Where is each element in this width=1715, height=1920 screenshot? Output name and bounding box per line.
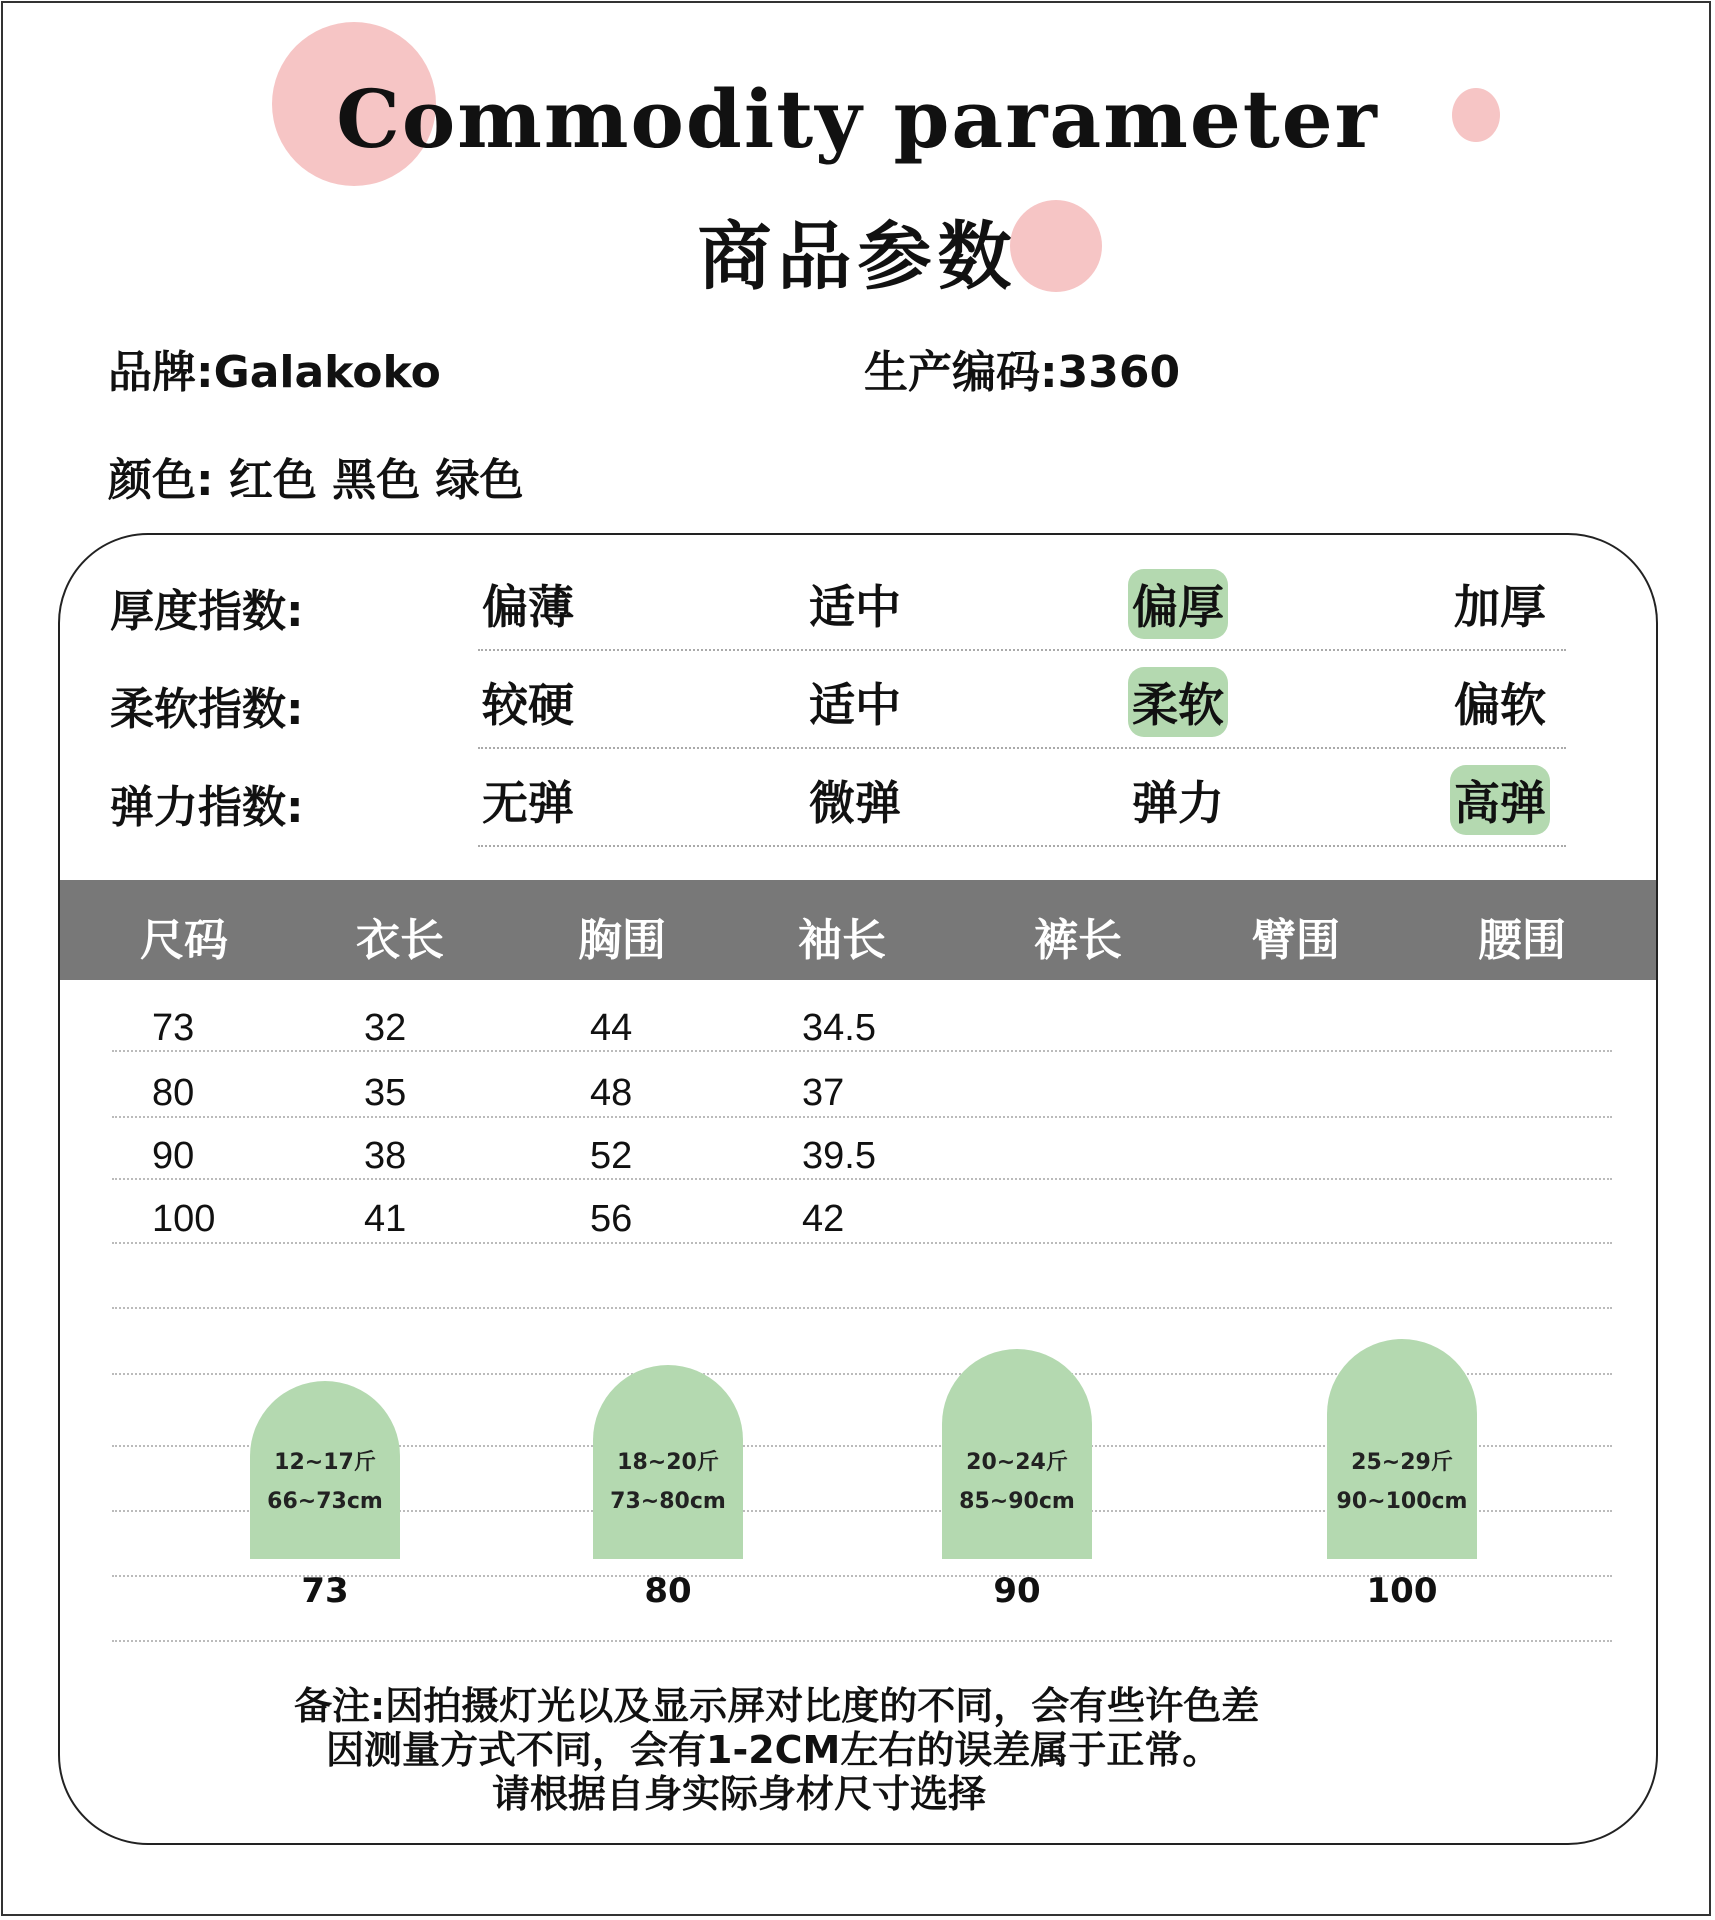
softness-option: 适中 bbox=[809, 678, 901, 732]
cell-size: 80 bbox=[152, 1072, 195, 1114]
weight-range: 12~17斤 bbox=[274, 1450, 376, 1475]
size-label: 80 bbox=[644, 1571, 692, 1611]
brand-info: 品牌:Galakoko bbox=[108, 347, 441, 398]
cell-chest: 56 bbox=[590, 1198, 633, 1240]
cell-size: 73 bbox=[152, 1007, 195, 1049]
cell-sleeve: 34.5 bbox=[802, 1007, 876, 1049]
elasticity-option: 微弹 bbox=[809, 776, 901, 830]
page-title-chinese: 商品参数 bbox=[697, 214, 1018, 300]
size-guide-arch bbox=[1327, 1339, 1477, 1559]
elasticity-option-selected: 高弹 bbox=[1450, 765, 1550, 835]
softness-option: 较硬 bbox=[482, 678, 574, 732]
header-length: 衣长 bbox=[356, 915, 444, 966]
row-divider bbox=[112, 1050, 1612, 1052]
header-arm: 臂围 bbox=[1252, 915, 1340, 966]
table-row bbox=[60, 1198, 1658, 1262]
cell-length: 32 bbox=[364, 1007, 407, 1049]
thickness-index-label: 厚度指数: bbox=[110, 586, 304, 637]
divider bbox=[478, 845, 1566, 847]
note-line-2: 因测量方式不同，会有1-2CM左右的误差属于正常。 bbox=[326, 1728, 1221, 1772]
weight-range: 20~24斤 bbox=[966, 1450, 1068, 1475]
cell-sleeve: 42 bbox=[802, 1198, 845, 1240]
cell-chest: 44 bbox=[590, 1007, 633, 1049]
size-label: 73 bbox=[301, 1571, 349, 1611]
header-pants-length: 裤长 bbox=[1034, 915, 1122, 966]
size-label: 100 bbox=[1366, 1571, 1438, 1611]
cell-size: 100 bbox=[152, 1198, 216, 1240]
row-divider bbox=[112, 1178, 1612, 1180]
softness-index-row bbox=[60, 663, 1658, 733]
softness-index-label: 柔软指数: bbox=[110, 684, 304, 735]
size-guide-arch bbox=[942, 1349, 1092, 1559]
divider bbox=[478, 649, 1566, 651]
size-guide-arch bbox=[593, 1365, 743, 1559]
parameter-panel bbox=[58, 533, 1658, 1845]
row-divider bbox=[112, 1307, 1612, 1309]
page-title-english: Commodity parameter bbox=[336, 72, 1379, 166]
size-table-header bbox=[60, 880, 1658, 980]
cell-sleeve: 39.5 bbox=[802, 1135, 876, 1177]
elasticity-option: 弹力 bbox=[1132, 776, 1224, 830]
height-range: 85~90cm bbox=[959, 1489, 1075, 1514]
size-guide-arch bbox=[250, 1381, 400, 1559]
elasticity-index-row bbox=[60, 761, 1658, 831]
color-info: 颜色: 红色 黑色 绿色 bbox=[108, 455, 524, 506]
softness-option-selected: 柔软 bbox=[1128, 667, 1228, 737]
cell-size: 90 bbox=[152, 1135, 195, 1177]
elasticity-index-label: 弹力指数: bbox=[110, 782, 304, 833]
header-size: 尺码 bbox=[140, 915, 228, 966]
cell-length: 38 bbox=[364, 1135, 407, 1177]
height-range: 73~80cm bbox=[610, 1489, 726, 1514]
note-line-1: 备注:因拍摄灯光以及显示屏对比度的不同，会有些许色差 bbox=[294, 1684, 1260, 1728]
row-divider bbox=[112, 1116, 1612, 1118]
cell-sleeve: 37 bbox=[802, 1072, 845, 1114]
product-code-info: 生产编码:3360 bbox=[864, 347, 1181, 398]
divider bbox=[478, 747, 1566, 749]
size-label: 90 bbox=[993, 1571, 1041, 1611]
note-line-3: 请根据自身实际身材尺寸选择 bbox=[492, 1772, 987, 1816]
cell-length: 41 bbox=[364, 1198, 407, 1240]
cell-length: 35 bbox=[364, 1072, 407, 1114]
weight-range: 25~29斤 bbox=[1351, 1450, 1453, 1475]
thickness-option-selected: 偏厚 bbox=[1128, 569, 1228, 639]
thickness-option: 加厚 bbox=[1454, 580, 1546, 634]
cell-chest: 48 bbox=[590, 1072, 633, 1114]
thickness-option: 偏薄 bbox=[482, 580, 574, 634]
thickness-option: 适中 bbox=[809, 580, 901, 634]
header-waist: 腰围 bbox=[1478, 915, 1566, 966]
table-row bbox=[60, 1007, 1658, 1071]
row-divider bbox=[112, 1640, 1612, 1642]
table-row bbox=[60, 1135, 1658, 1199]
height-range: 90~100cm bbox=[1336, 1489, 1468, 1514]
cell-chest: 52 bbox=[590, 1135, 633, 1177]
table-row bbox=[60, 1072, 1658, 1136]
thickness-index-row bbox=[60, 565, 1658, 635]
softness-option: 偏软 bbox=[1454, 678, 1546, 732]
weight-range: 18~20斤 bbox=[617, 1450, 719, 1475]
header-sleeve: 袖长 bbox=[798, 915, 886, 966]
header-chest: 胸围 bbox=[578, 915, 666, 966]
elasticity-option: 无弹 bbox=[482, 776, 574, 830]
height-range: 66~73cm bbox=[267, 1489, 383, 1514]
row-divider bbox=[112, 1242, 1612, 1244]
